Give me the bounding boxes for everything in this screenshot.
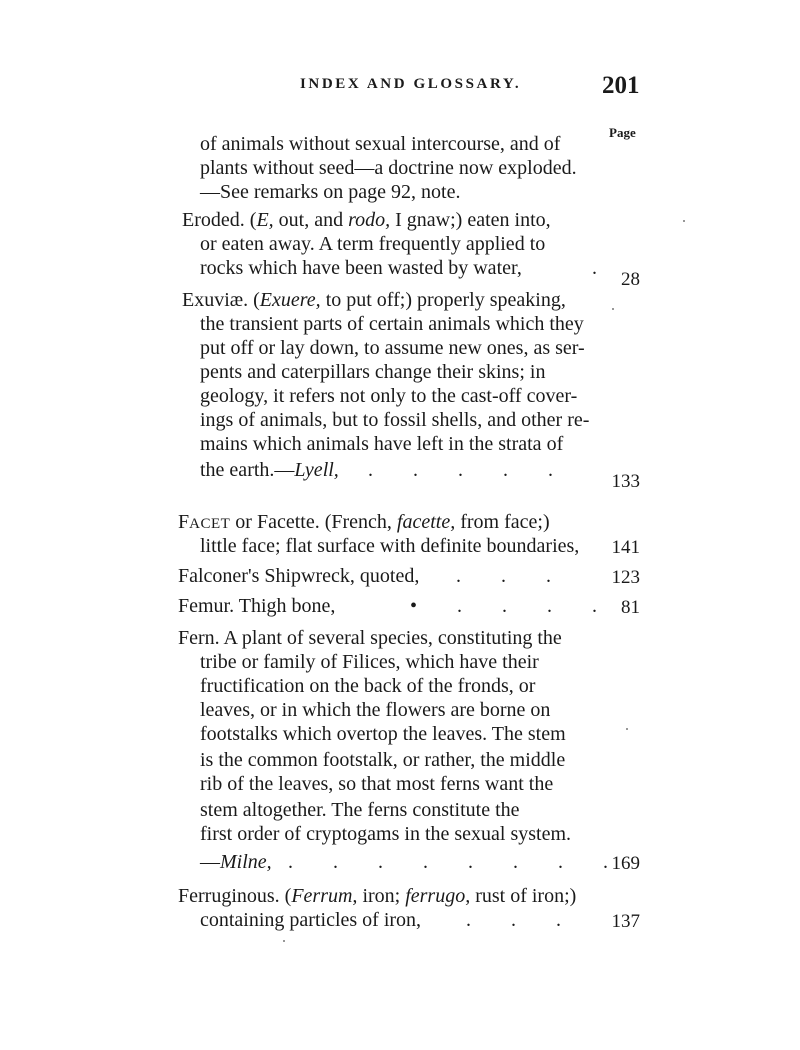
page-reference: 28 [621,269,640,290]
entry-line: Exuviæ. (Exuere, to put off;) properly speaking, [182,289,566,311]
entry-line: FACET or Facette. (French, facette, from face;) [178,511,550,533]
entry-line: pents and caterpillars change their skins; in [200,361,546,383]
entry-line: —Milne, [200,851,272,873]
entry-line: Eroded. (E, out, and rodo, I gnaw;) eaten into, [182,209,551,231]
headword: Eroded. [182,209,245,231]
entry-line: first order of cryptogams in the sexual system. [200,823,572,845]
entry-line: ings of animals, but to fossil shells, and other re- [200,409,590,431]
dot-leader: • . . . . [410,595,598,617]
entry-line: Fern. A plant of several species, constituting the [178,627,562,649]
dot-leader: . . . [456,565,551,587]
dot-leader: . . . . . [368,459,553,481]
scan-speck [626,728,628,730]
page-reference: 141 [611,537,640,558]
entry-line: little face; flat surface with definite boundaries, [200,535,580,557]
entry-line: rib of the leaves, so that most ferns want the [200,773,554,795]
scan-speck [612,308,614,310]
entry-line: —See remarks on page 92, note. [200,181,461,203]
entry-line: Ferruginous. (Ferrum, iron; ferrugo, rust of iron;) [178,885,577,907]
page-reference: 133 [611,471,640,492]
entry-line: Falconer's Shipwreck, quoted, [178,565,420,587]
entry-line: footstalks which overtop the leaves. The stem [200,723,566,745]
running-head: INDEX AND GLOSSARY. [300,76,522,92]
entry-line: leaves, or in which the flowers are borne on [200,699,551,721]
entry-line: rocks which have been wasted by water, [200,257,522,279]
entry-line: of animals without sexual intercourse, and of [200,133,561,155]
page-number: 201 [602,72,640,99]
entry-line: mains which animals have left in the strata of [200,433,564,455]
dot-leader: . [592,257,597,279]
dot-leader: . . . [466,909,561,931]
entry-line: geology, it refers not only to the cast-off cover- [200,385,578,407]
entry-line: containing particles of iron, [200,909,422,931]
entry-line: plants without seed—a doctrine now exploded. [200,157,577,179]
entry-line: tribe or family of Filices, which have their [200,651,539,673]
dot-leader: . . . . . . . . [288,851,608,873]
entry-line: is the common footstalk, or rather, the middle [200,749,566,771]
entry-line: stem altogether. The ferns constitute the [200,799,520,821]
entry-line: fructification on the back of the fronds, or [200,675,536,697]
scan-speck [683,220,685,222]
page-column-label: Page [609,125,636,140]
page-reference: 169 [611,853,640,874]
page-reference: 137 [611,911,640,932]
entry-line: the earth.—Lyell, [200,459,339,481]
page-reference: 81 [621,597,640,618]
entry-line: put off or lay down, to assume new ones, as ser- [200,337,585,359]
headword: Exuviæ. [182,289,249,311]
scan-speck [283,940,285,942]
page-reference: 123 [611,567,640,588]
entry-line: Femur. Thigh bone, [178,595,336,617]
entry-line: the transient parts of certain animals which they [200,313,584,335]
entry-line: or eaten away. A term frequently applied to [200,233,546,255]
